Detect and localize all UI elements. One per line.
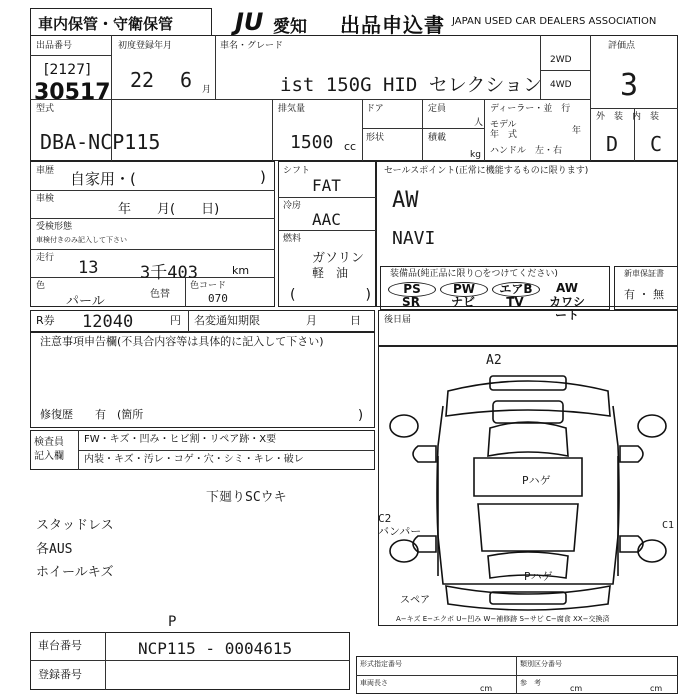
color-value: パール: [66, 294, 105, 309]
rating-label: 評価点: [608, 41, 636, 51]
capacity-unit: 人: [474, 118, 484, 128]
drive-4wd: 4WD: [550, 80, 572, 90]
mileage-man: 13: [78, 258, 99, 278]
reg-month: 6: [180, 68, 193, 92]
fuel-parens: ( ): [290, 287, 371, 303]
tax-day: 日: [350, 314, 361, 327]
inspect-row-2: 内装・キズ・汚レ・コゲ・穴・シミ・キレ・破レ: [84, 454, 304, 465]
color-code-label: 色コード: [190, 281, 227, 291]
history-value: 自家用・(: [70, 170, 136, 188]
displacement-value: 1500: [290, 132, 334, 153]
model-code-label: 型式: [36, 104, 55, 114]
ac-value: AAC: [312, 210, 341, 229]
sales-points-label: セールスポイント(正常に機能するものに限ります): [384, 166, 589, 176]
damage-legend: A−キズ E−エクボ U−凹み W−補修跡 S−サビ C−腐食 XX−交換済: [396, 615, 610, 623]
shaken-label: 車検: [36, 194, 55, 204]
rating-value: 3: [620, 68, 639, 103]
posterity-block: [378, 310, 678, 346]
accepted-form-label: 受検形態: [36, 222, 73, 232]
shift-value: FAT: [312, 176, 341, 195]
chassis-mark: P: [168, 614, 177, 630]
chassis-value: NCP115 - 0004615: [138, 639, 293, 658]
shift-label: シフト: [283, 166, 311, 176]
load-unit: kg: [470, 150, 481, 160]
note-wheel: ホイールキズ: [36, 565, 114, 580]
diag-pages-1: Pハゲ: [522, 474, 551, 487]
warranty-options: 有 ・ 無: [624, 288, 664, 301]
equipment-item-4: SR: [402, 295, 420, 309]
color-code-value: 070: [208, 292, 228, 305]
equipment-item-6: TV: [506, 295, 524, 309]
equipment-item-1: PW: [440, 282, 488, 297]
lot-no-label: 出品番号: [36, 41, 73, 51]
ext-int-label: 外 装 内 装: [596, 112, 660, 122]
fuel-label: 燃料: [283, 234, 302, 244]
mileage-label: 走行: [36, 253, 55, 263]
lot-prefix: [2127]: [44, 62, 91, 78]
capacity-label: 定員: [428, 104, 447, 114]
repair-history: 修復歴 有 (箇所: [40, 408, 144, 421]
cm-2: cm: [570, 684, 583, 693]
history-label: 車歴: [36, 166, 55, 176]
equipment-item-0: PS: [388, 282, 436, 297]
storage-label-text: 車内保管・守衛保管: [38, 15, 174, 33]
door-label: ドア: [366, 104, 384, 114]
org-name: 愛知: [273, 17, 307, 37]
inspect-row-1: FW・キズ・凹み・ヒビ割・リペア跡・X要: [84, 434, 277, 445]
cm-3: cm: [650, 684, 663, 693]
cm-1: cm: [480, 684, 493, 693]
diag-pages-2: Pハゲ: [524, 570, 553, 583]
tax-deadline-label: 名変通知期限: [194, 314, 260, 327]
reg-no-label: 登録番号: [38, 668, 82, 681]
year-unit: 年: [572, 126, 582, 136]
displacement-label: 排気量: [278, 104, 306, 114]
repair-close-paren: ): [358, 408, 364, 423]
tax-month: 月: [306, 314, 317, 327]
shaken-date: 年 月( 日): [118, 202, 220, 217]
ext-grade: D: [606, 132, 619, 156]
fuel-diesel: 軽 油: [312, 266, 349, 280]
diag-spare: スペア: [400, 595, 430, 606]
form-title: 出品申込書: [340, 13, 445, 37]
dealer-parallel: ディーラー・並 行: [490, 104, 571, 114]
color-change-label: 色替: [150, 289, 170, 300]
ref-label: 参 考: [520, 679, 541, 687]
note-underbody: 下廻りSCウキ: [206, 490, 287, 505]
ju-logo: JU: [235, 8, 264, 36]
recycle-yen: 円: [170, 314, 181, 327]
history-block: [30, 161, 275, 307]
diag-c2: C2 バンパー: [378, 512, 422, 538]
equipment-item-2: エアB: [492, 282, 540, 297]
load-label: 積載: [428, 133, 447, 143]
recycle-amount: 12040: [82, 312, 134, 332]
spec-num-label: 形式指定番号: [360, 660, 402, 668]
fuel-value: ガソリン: [312, 251, 365, 266]
ac-label: 冷房: [283, 201, 302, 211]
class-num-label: 類別区分番号: [520, 660, 562, 668]
lot-number: 30517: [34, 80, 111, 105]
inspector-label: 検査員 記入欄: [34, 437, 64, 462]
vehicle-len-label: 車両長さ: [360, 679, 388, 687]
warranty-label: 新車保証書: [624, 269, 664, 278]
sales-point-1: AW: [392, 188, 419, 213]
history-close-paren: ): [260, 168, 266, 186]
diag-a2: A2: [486, 353, 502, 368]
posterity-label: 後日届: [384, 315, 412, 325]
model-code-value: DBA-NCP115: [40, 130, 161, 154]
shape-label: 形状: [366, 133, 385, 143]
diag-c1: C1: [662, 520, 675, 531]
chassis-label: 車台番号: [38, 639, 82, 652]
reg-year: 22: [130, 68, 155, 92]
mileage-sen: 3千403: [140, 263, 198, 283]
sales-point-2: NAVI: [392, 228, 436, 249]
handle-label: ハンドル 左・右: [490, 146, 563, 156]
mileage-km: km: [232, 264, 250, 277]
car-name-value: ist 150G HID セレクション: [280, 74, 542, 96]
drive-2wd: 2WD: [550, 55, 572, 65]
accepted-sub: 車検付きのみ記入して下さい: [36, 236, 127, 244]
equipment-item-7: カワシート: [548, 295, 585, 322]
int-grade: C: [650, 132, 663, 156]
association-name: JAPAN USED CAR DEALERS ASSOCIATION: [452, 16, 657, 27]
reg-month-unit: 月: [202, 85, 212, 95]
first-reg-label: 初度登録年月: [118, 41, 173, 51]
notes-label: 注意事項申告欄(不具合内容等は具体的に記入して下さい): [40, 335, 324, 348]
car-name-label: 車名・グレード: [220, 41, 284, 51]
recycle-label: R券: [36, 314, 55, 327]
equipment-label: 装備品(純正品に限り○をつけてください): [390, 269, 558, 279]
note-studless: スタッドレス: [36, 518, 114, 533]
equipment-item-3: AW: [556, 281, 578, 295]
equipment-item-5: ナビ: [450, 295, 475, 309]
color-label: 色: [36, 281, 46, 291]
displacement-unit: cc: [344, 140, 357, 153]
note-each-aus: 各AUS: [36, 542, 73, 557]
model-year-label: モデル 年 式: [490, 120, 518, 140]
